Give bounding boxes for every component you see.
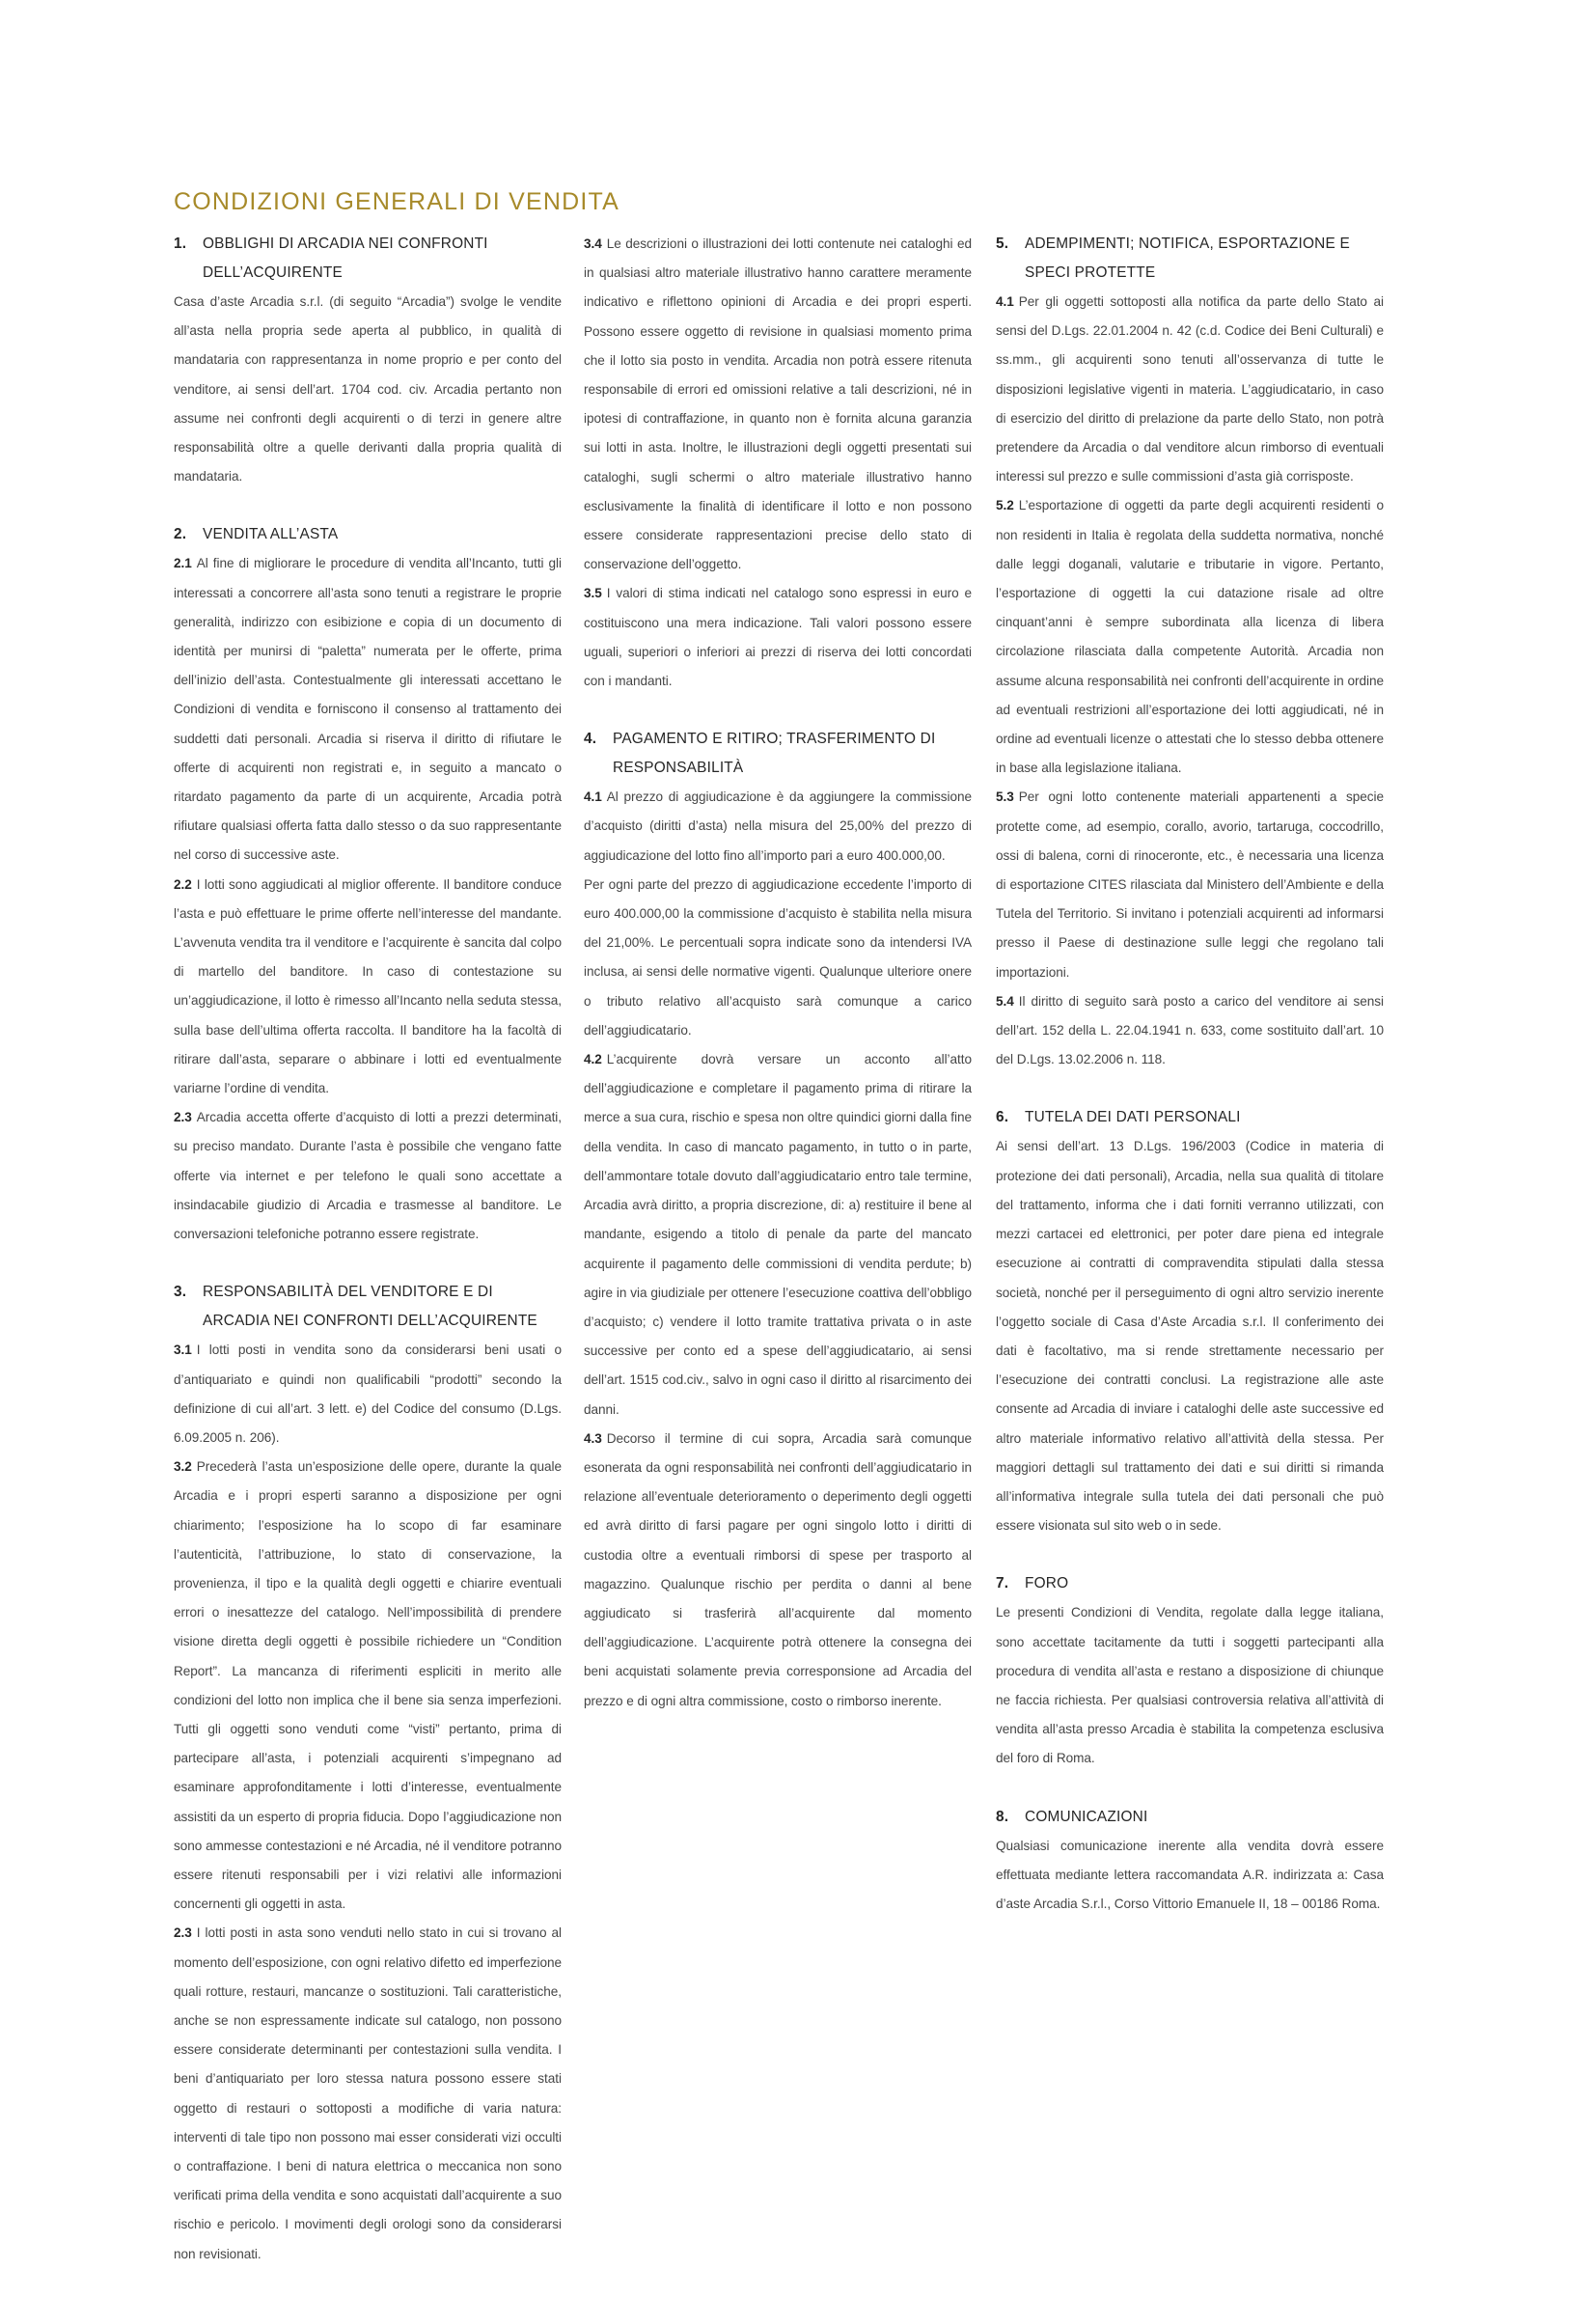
paragraph-text: Per ogni parte del prezzo di aggiudicazione eccedente l’importo di euro 400.000,00 la commissione d’acquisto è stabilita nella misura del 21,00%. Le percentuali sopra indicate sono da intendersi IVA inclusa, ai sensi delle normative vigenti. Qualunque ulteriore onere o tributo relativo all’acquisto sarà comunque a carico dell’aggiudicatario. xyxy=(584,876,972,1038)
paragraph-text: Precederà l’asta un’esposizione delle opere, durante la quale Arcadia e i propri esperti saranno a disposizione per ogni chiarimento; l’esposizione ha lo scopo di far esaminare l’autenticità, l’attribuzione, lo stato di conservazione, la provenienza, il tipo e la qualità degli oggetti e chiarire eventuali errori o inesattezze del catalogo. Nell’impossibilità di prendere visione diretta degli oggetti è possibile richiedere un “Condition Report”. La mancanza di riferimenti espliciti in merito alle condizioni del lotto non implica che il bene sia senza imperfezioni. Tutti gli oggetti sono venduti come “visti” pertanto, prima di partecipare all’asta, i potenziali acquirenti s’impegnano ad esaminare approfonditamente i lotti d’interesse, eventualmente assistiti da un esperto di propria fiducia. Dopo l’aggiudicazione non sono ammesse contestazioni e né Arcadia, né il venditore potranno essere ritenuti responsabili per i vizi relativi alle informazioni concernenti gli oggetti in asta. xyxy=(174,1459,562,1912)
paragraph-number: 2.2 xyxy=(174,876,192,892)
paragraph-number: 3.5 xyxy=(584,586,602,601)
paragraph xyxy=(584,579,972,696)
section-tutela-dati xyxy=(996,1103,1384,1540)
page-title: CONDIZIONI GENERALI DI VENDITA xyxy=(174,187,619,215)
section-title: TUTELA DEI DATI PERSONALI xyxy=(1025,1109,1241,1126)
paragraph xyxy=(174,288,562,491)
section-title: ADEMPIMENTI; NOTIFICA, ESPORTAZIONE E SPECI PROTETTE xyxy=(1025,235,1350,281)
section-heading xyxy=(996,230,1384,288)
section-title: RESPONSABILITÀ DEL VENDITORE E DI ARCADIA NEI CONFRONTI DELL’ACQUIRENTE xyxy=(203,1284,537,1330)
section-number: 7. xyxy=(996,1575,1009,1592)
column-middle xyxy=(584,230,972,1745)
paragraph-text: Casa d’aste Arcadia s.r.l. (di seguito “Arcadia”) svolge le vendite all’asta nella propria sede aperta al pubblico, in qualità di mandataria con rappresentanza in nome proprio e per conto del venditore, ai sensi dell’art. 1704 cod. civ. Arcadia pertanto non assume nei confronti degli acquirenti o di terzi in genere altre responsabilità oltre a quelle derivanti dalla propria qualità di mandataria. xyxy=(174,294,562,485)
section-title: VENDITA ALL’ASTA xyxy=(203,526,339,543)
paragraph-number: 5.3 xyxy=(996,789,1014,805)
paragraph xyxy=(174,1103,562,1249)
section-title: PAGAMENTO E RITIRO; TRASFERIMENTO DI RESPONSABILITÀ xyxy=(613,731,936,777)
paragraph-number: 4.1 xyxy=(996,294,1014,309)
section-pagamento xyxy=(584,725,972,1716)
paragraph-text: L’acquirente dovrà versare un acconto all’atto dell’aggiudicazione e completare il pagamento prima di ritirare la merce a sua cura, rischio e spesa non oltre quindici giorni dalla fine della vendita. In caso di mancato pagamento, in tutto o in parte, dell’ammontare totale dovuto dall’aggiudicatario entro tale termine, Arcadia avrà diritto, a propria discrezione, di: a) restituire il bene al mandante, esigendo a titolo di penale da parte del mancato acquirente il pagamento delle commissioni di vendita perdute; b) agire in via giudiziale per ottenere l’esecuzione coattiva dell’obbligo d’acquisto; c) vendere il lotto tramite trattativa privata o in aste successive per conto ed a spese dell’aggiudicatario, ai sensi dell’art. 1515 cod.civ., salvo in ogni caso il diritto al risarcimento dei danni. xyxy=(584,1052,972,1417)
paragraph-text: Il diritto di seguito sarà posto a carico del venditore ai sensi dell’art. 152 della L. 22.04.1941 n. 633, come sostituito dall’art. 10 del D.Lgs. 13.02.2006 n. 118. xyxy=(996,993,1384,1067)
paragraph xyxy=(174,871,562,1104)
section-number: 4. xyxy=(584,731,597,748)
paragraph-number: 5.4 xyxy=(996,993,1014,1009)
paragraph-number: 3.4 xyxy=(584,236,602,251)
paragraph-text: I lotti sono aggiudicati al miglior offerente. Il banditore conduce l’asta e può effettuare le prime offerte nell’interesse del mandante. L’avvenuta vendita tra il venditore e l’acquirente è sancita dal colpo di martello del banditore. In caso di contestazione su un’aggiudicazione, il lotto è rimesso all’Incanto nella seduta stessa, sulla base dell’ultima offerta raccolta. Il banditore ha la facoltà di ritirare dall’asta, separare o abbinare i lotti ed eventualmente variarne l’ordine di vendita. xyxy=(174,876,562,1096)
paragraph xyxy=(996,1132,1384,1540)
paragraph xyxy=(584,1045,972,1425)
paragraph xyxy=(174,549,562,870)
paragraph xyxy=(996,987,1384,1075)
section-number: 6. xyxy=(996,1109,1009,1126)
paragraph xyxy=(584,783,972,871)
paragraph-number: 2.3 xyxy=(174,1925,192,1941)
paragraph xyxy=(996,783,1384,986)
paragraph-text: I lotti posti in asta sono venduti nello stato in cui si trovano al momento dell’esposizione, con ogni relativo difetto ed imperfezione quali rotture, restauri, mancanze o sostituzioni. Tali caratteristiche, anche se non espressamente indicate sul catalogo, non possono essere considerate determinanti per contestazioni sulla vendita. I beni d’antiquariato per loro stessa natura possono essere stati oggetto di restauri o sottoposti a modifiche di varia natura: interventi di tale tipo non possono mai esser considerati vizi occulti o contraffazione. I beni di natura elettrica o meccanica non sono verificati prima della vendita e sono acquistati dall’acquirente a suo rischio e pericolo. I movimenti degli orologi sono da considerarsi non revisionati. xyxy=(174,1925,562,2261)
section-number: 1. xyxy=(174,235,187,252)
section-foro xyxy=(996,1569,1384,1773)
paragraph-text: Ai sensi dell’art. 13 D.Lgs. 196/2003 (Codice in materia di protezione dei dati personali), Arcadia, nella sua qualità di titolare del trattamento, informa che i dati forniti verranno utilizzati, con mezzi cartacei ed elettronici, per poter dare piena ed integrale esecuzione ai contratti di compravendita stipulati dalla stessa società, nonché per il perseguimento di ogni altro servizio inerente l’oggetto sociale di Casa d’Aste Arcadia s.r.l. Il conferimento dei dati è facoltativo, ma si rende strettamente necessario per l’esecuzione dei contratti conclusi. La registrazione alle aste consente ad Arcadia di inviare i cataloghi delle aste successive ed altro materiale informativo relativo all’attività della stessa. Per maggiori dettagli sul trattamento dei dati e sui diritti si rimanda all’informativa integrale sulla tutela dei dati personali che può essere visionata sul sito web o in sede. xyxy=(996,1139,1384,1534)
section-heading xyxy=(174,230,562,288)
section-heading xyxy=(996,1103,1384,1132)
paragraph-text: I valori di stima indicati nel catalogo sono espressi in euro e costituiscono una mera indicazione. Tali valori possono essere uguali, superiori o inferiori ai prezzi di riserva dei lotti concordati con i mandanti. xyxy=(584,586,972,689)
paragraph-number: 4.2 xyxy=(584,1052,602,1067)
section-heading xyxy=(584,725,972,783)
paragraph xyxy=(174,1336,562,1453)
paragraph-number: 5.2 xyxy=(996,498,1014,513)
section-heading xyxy=(174,1278,562,1336)
section-title: FORO xyxy=(1025,1575,1069,1592)
section-adempimenti xyxy=(996,230,1384,1074)
paragraph-text: Per gli oggetti sottoposti alla notifica da parte dello Stato ai sensi del D.Lgs. 22.01.2004 n. 42 (c.d. Codice dei Beni Culturali) e ss.mm., gli acquirenti sono tenuti all’osservanza di tutte le disposizioni legislative vigenti in materia. L’aggiudicatario, in caso di esercizio del diritto di prelazione da parte dello Stato, non potrà pretendere da Arcadia o dal venditore alcun rimborso di eventuali interessi sul prezzo e sulle commissioni d’asta già corrisposte. xyxy=(996,294,1384,485)
paragraph-number: 2.3 xyxy=(174,1110,192,1125)
section-obblighi xyxy=(174,230,562,491)
section-heading xyxy=(174,520,562,549)
paragraph-text: Al prezzo di aggiudicazione è da aggiungere la commissione d’acquisto (diritti d’asta) nella misura del 25,00% del prezzo di aggiudicazione del lotto fino all’importo pari a euro 400.000,00. xyxy=(584,789,972,863)
paragraph xyxy=(584,1425,972,1716)
paragraph-text: Decorso il termine di cui sopra, Arcadia sarà comunque esonerata da ogni responsabilità nei confronti dell’aggiudicatario in relazione all’eventuale deterioramento o deperimento degli oggetti ed avrà diritto di farsi pagare per ogni singolo lotto i diritti di custodia oltre a eventuali rimborsi di spese per trasporto al magazzino. Qualunque rischio per perdita o danni al bene aggiudicato si trasferirà all’acquirente dal momento dell’aggiudicazione. L’acquirente potrà ottenere la consegna dei beni acquistati solamente previa corresponsione ad Arcadia del prezzo e di ogni altra commissione, costo o rimborso inerente. xyxy=(584,1430,972,1708)
paragraph-text: Qualsiasi comunicazione inerente alla vendita dovrà essere effettuata mediante lettera raccomandata A.R. indirizzata a: Casa d’aste Arcadia S.r.l., Corso Vittorio Emanuele II, 18 – 00186 Roma. xyxy=(996,1838,1384,1911)
section-heading xyxy=(996,1569,1384,1598)
paragraph xyxy=(996,1832,1384,1920)
section-heading xyxy=(996,1803,1384,1832)
paragraph-number: 4.1 xyxy=(584,789,602,805)
section-responsabilita-continued xyxy=(584,230,972,696)
section-comunicazioni xyxy=(996,1803,1384,1920)
column-left xyxy=(174,230,562,2298)
paragraph-number: 3.1 xyxy=(174,1343,192,1358)
paragraph-text: L’esportazione di oggetti da parte degli acquirenti residenti o non residenti in Italia è regolata della suddetta normativa, nonché dalle leggi doganali, valutarie e tributarie in vigore. Pertanto, l’esportazione di oggetti la cui datazione risale ad oltre cinquant’anni è sempre subordinata alla licenza di libera circolazione rilasciata dalla competente Autorità. Arcadia non assume alcuna responsabilità nei confronti dell’acquirente in ordine ad eventuali restrizioni all’esportazione dei lotti aggiudicati, né in ordine ad eventuali licenze o attestati che lo stesso debba ottenere in base alla legislazione italiana. xyxy=(996,498,1384,776)
column-right xyxy=(996,230,1384,1948)
section-number: 3. xyxy=(174,1284,187,1301)
section-title: COMUNICAZIONI xyxy=(1025,1808,1148,1825)
section-responsabilita xyxy=(174,1278,562,2269)
paragraph-text: Le presenti Condizioni di Vendita, regolate dalla legge italiana, sono accettate tacitamente da tutti i soggetti partecipanti alla procedura di vendita all’asta e restano a disposizione di chiunque ne faccia richiesta. Per qualsiasi controversia relativa all’attività di vendita all’asta presso Arcadia è stabilita la competenza esclusiva del foro di Roma. xyxy=(996,1605,1384,1766)
paragraph xyxy=(996,1598,1384,1773)
paragraph-text: Arcadia accetta offerte d’acquisto di lotti a prezzi determinati, su preciso mandato. Durante l’asta è possibile che vengano fatte offerte via internet e per telefono le quali sono accettate a insindacabile giudizio di Arcadia e trasmesse al banditore. Le conversazioni telefoniche potranno essere registrate. xyxy=(174,1110,562,1242)
paragraph xyxy=(584,230,972,579)
paragraph-text: Al fine di migliorare le procedure di vendita all’Incanto, tutti gli interessati a concorrere all’asta sono tenuti a registrare le proprie generalità, indirizzo con esibizione e copia di un documento di identità per munirsi di “paletta” numerata per le offerte, prima dell’inizio dell’asta. Contestualmente gli interessati accettano le Condizioni di vendita e forniscono il consenso al trattamento dei suddetti dati personali. Arcadia si riserva il diritto di rifiutare le offerte di acquirenti non registrati e, in seguito a mancato o ritardato pagamento da parte di un acquirente, Arcadia potrà rifiutare qualsiasi offerta fatta dallo stesso o da suo rappresentante nel corso di successive aste. xyxy=(174,556,562,863)
section-number: 2. xyxy=(174,526,187,543)
paragraph xyxy=(174,1453,562,1919)
section-vendita-asta xyxy=(174,520,562,1249)
paragraph-number: 4.3 xyxy=(584,1430,602,1446)
section-number: 5. xyxy=(996,235,1009,252)
paragraph xyxy=(996,288,1384,491)
paragraph xyxy=(996,491,1384,783)
paragraph-number: 2.1 xyxy=(174,556,192,571)
paragraph xyxy=(584,871,972,1045)
section-title: OBBLIGHI DI ARCADIA NEI CONFRONTI DELL’ACQUIRENTE xyxy=(203,235,488,281)
paragraph-number: 3.2 xyxy=(174,1459,192,1475)
section-number: 8. xyxy=(996,1808,1009,1825)
paragraph-text: Le descrizioni o illustrazioni dei lotti contenute nei cataloghi ed in qualsiasi altro materiale illustrativo hanno carattere meramente indicativo e riflettono opinioni di Arcadia e dei propri esperti. Possono essere oggetto di revisione in qualsiasi momento prima che il lotto sia posto in vendita. Arcadia non potrà essere ritenuta responsabile di errori ed omissioni relative a tali descrizioni, né in ipotesi di contraffazione, in quanto non è fornita alcuna garanzia sui lotti in asta. Inoltre, le illustrazioni degli oggetti presentati sui cataloghi, sugli schermi o altro materiale illustrativo hanno esclusivamente la finalità di identificare il lotto e non possono essere considerate rappresentazioni precise dello stato di conservazione dell’oggetto. xyxy=(584,236,972,572)
paragraph-text: I lotti posti in vendita sono da considerarsi beni usati o d’antiquariato e quindi non qualificabili “prodotti” secondo la definizione di cui all’art. 3 lett. e) del Codice del consumo (D.Lgs. 6.09.2005 n. 206). xyxy=(174,1343,562,1445)
paragraph-text: Per ogni lotto contenente materiali appartenenti a specie protette come, ad esempio, corallo, avorio, tartaruga, coccodrillo, ossi di balena, corni di rinoceronte, etc., è necessaria una licenza di esportazione CITES rilasciata dal Ministero dell’Ambiente e della Tutela del Territorio. Si invitano i potenziali acquirenti ad informarsi presso il Paese di destinazione sulle leggi che regolano tali importazioni. xyxy=(996,789,1384,980)
paragraph xyxy=(174,1919,562,2268)
